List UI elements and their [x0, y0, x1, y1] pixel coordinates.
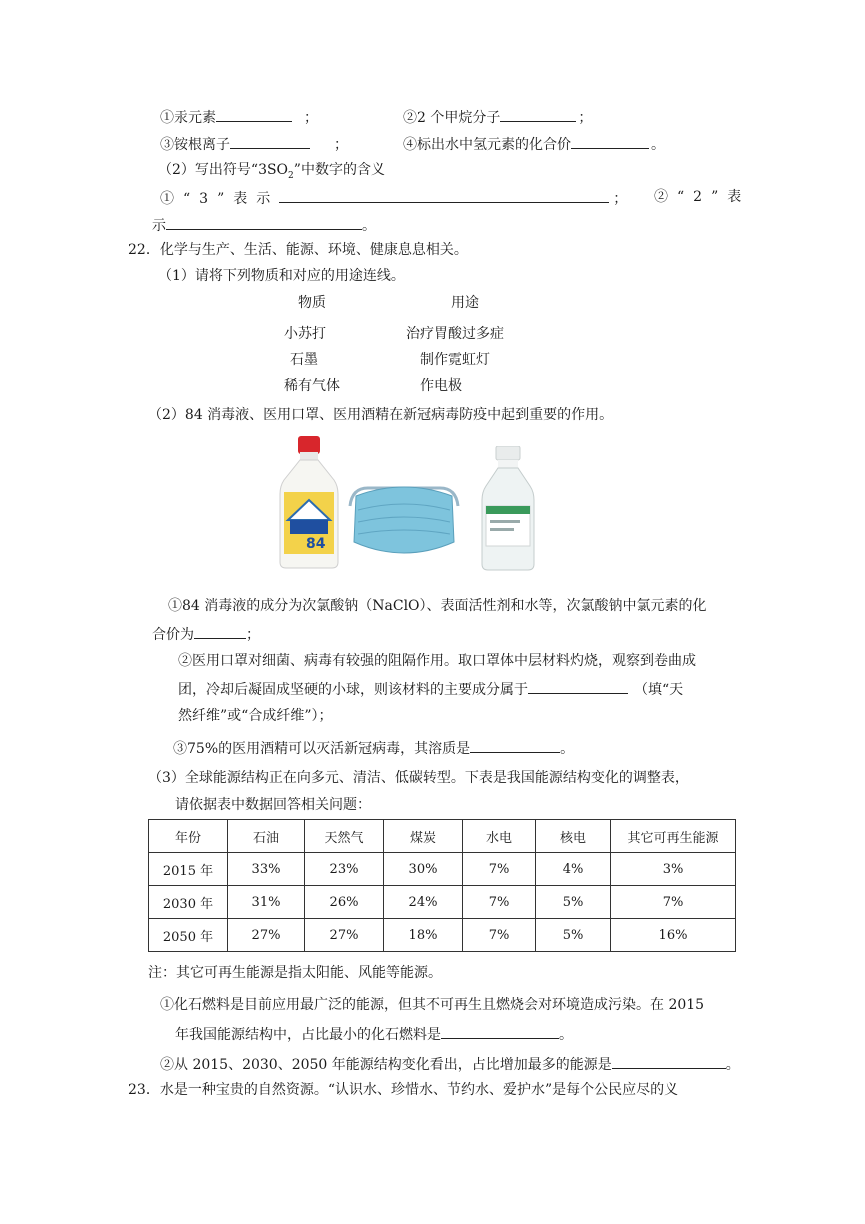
table-header: 煤炭 [384, 820, 463, 853]
table-cell: 26% [305, 886, 384, 919]
use-item[interactable]: 治疗胃酸过多症 [406, 326, 504, 342]
q23-title: 23．水是一种宝贵的自然资源。“认识水、珍惜水、节约水、爱护水”是每个公民应尽的义 [128, 1082, 679, 1098]
table-cell: 2015 年 [149, 853, 228, 886]
table-cell: 7% [611, 886, 736, 919]
bottle-label: 84 [306, 536, 326, 552]
table-cell: 2030 年 [149, 886, 228, 919]
table-header: 水电 [463, 820, 536, 853]
q22-s1-line1: ①84 消毒液的成分为次氯酸钠（NaClO）、表面活性剂和水等，次氯酸钠中氯元素的化 [168, 598, 707, 614]
table-row [149, 886, 736, 919]
q22-qa-line2: 年我国能源结构中，占比最小的化石燃料是 。 [175, 1023, 573, 1045]
q21-meaning-2: ②“2”表 [654, 189, 751, 205]
answer-blank[interactable] [230, 133, 310, 149]
substance-header: 物质 [298, 295, 326, 311]
table-cell: 30% [384, 853, 463, 886]
table-cell: 7% [463, 919, 536, 952]
q22-part3-line2: 请依据表中数据回答相关问题： [175, 797, 371, 813]
q22-s2-line1: ②医用口罩对细菌、病毒有较强的阻隔作用。取口罩体中层材料灼烧，观察到卷曲成 [178, 653, 696, 669]
medical-alcohol-image [478, 446, 538, 576]
q22-s1-line2: 合价为 ； [152, 623, 260, 645]
use-item[interactable]: 作电极 [420, 378, 462, 394]
substance-item[interactable]: 石墨 [290, 352, 318, 368]
answer-blank[interactable] [470, 737, 560, 753]
q21-item1: ①汞元素 ； [160, 106, 318, 128]
q22-qa-line1: ①化石燃料是目前应用最广泛的能源，但其不可再生且燃烧会对环境造成污染。在 2015 [160, 997, 705, 1013]
table-row [149, 853, 736, 886]
table-cell: 23% [305, 853, 384, 886]
energy-structure-table [148, 819, 736, 952]
table-header: 其它可再生能源 [611, 820, 736, 853]
q21-item2: ②2 个甲烷分子 ； [403, 106, 592, 128]
q21-item3: ③铵根离子 ； [160, 133, 348, 155]
table-cell: 3% [611, 853, 736, 886]
table-cell: 24% [384, 886, 463, 919]
table-cell: 4% [536, 853, 611, 886]
q22-title: 22．化学与生产、生活、能源、环境、健康息息相关。 [128, 242, 468, 258]
use-header: 用途 [451, 295, 479, 311]
q22-s3: ③75%的医用酒精可以灭活新冠病毒，其溶质是 。 [173, 737, 574, 759]
q22-s2-line2: 团，冷却后凝固成坚硬的小球，则该材料的主要成分属于 （填“天 [178, 678, 683, 700]
q22-part2: （2）84 消毒液、医用口罩、医用酒精在新冠病毒防疫中起到重要的作用。 [148, 407, 614, 423]
table-header: 石油 [228, 820, 305, 853]
answer-blank[interactable] [194, 623, 246, 639]
table-cell: 27% [305, 919, 384, 952]
table-cell: 16% [611, 919, 736, 952]
table-cell: 33% [228, 853, 305, 886]
answer-blank[interactable] [216, 106, 292, 122]
table-header: 天然气 [305, 820, 384, 853]
use-item[interactable]: 制作霓虹灯 [420, 352, 490, 368]
table-header-row [149, 820, 736, 853]
table-cell: 31% [228, 886, 305, 919]
q21-part2: （2）写出符号“$3SO_2$”中数字的含义 [158, 162, 385, 181]
medical-mask-image [348, 482, 460, 562]
table-header: 年份 [149, 820, 228, 853]
table-cell: 5% [536, 919, 611, 952]
table-cell: 18% [384, 919, 463, 952]
table-note: 注：其它可再生能源是指太阳能、风能等能源。 [148, 965, 442, 981]
q22-part1: （1）请将下列物质和对应的用途连线。 [158, 268, 405, 284]
substance-item[interactable]: 小苏打 [284, 326, 326, 342]
q22-qb: ②从 2015、2030、2050 年能源结构变化看出，占比增加最多的能源是 。 [160, 1053, 740, 1075]
q21-meaning-2-cont: 示 。 [152, 214, 376, 236]
answer-blank[interactable] [441, 1023, 559, 1039]
q22-part3-line1: （3）全球能源结构正在向多元、清洁、低碳转型。下表是我国能源结构变化的调整表， [148, 770, 689, 786]
table-cell: 5% [536, 886, 611, 919]
table-cell: 27% [228, 919, 305, 952]
table-header: 核电 [536, 820, 611, 853]
answer-blank[interactable] [612, 1053, 726, 1069]
answer-blank[interactable] [571, 133, 649, 149]
substance-item[interactable]: 稀有气体 [284, 378, 340, 394]
answer-blank[interactable] [528, 678, 628, 694]
table-cell: 7% [463, 853, 536, 886]
q21-meaning-3: ①“3”表示 ； [160, 187, 627, 209]
table-cell: 7% [463, 886, 536, 919]
q21-item4: ④标出水中氢元素的化合价 。 [403, 133, 665, 155]
table-cell: 2050 年 [149, 919, 228, 952]
disinfectant-84-image [276, 436, 342, 574]
answer-blank[interactable] [500, 106, 576, 122]
table-row [149, 919, 736, 952]
q22-s2-line3: 然纤维”或“合成纤维”）； [178, 708, 333, 724]
answer-blank[interactable] [279, 187, 609, 203]
answer-blank[interactable] [166, 214, 362, 230]
